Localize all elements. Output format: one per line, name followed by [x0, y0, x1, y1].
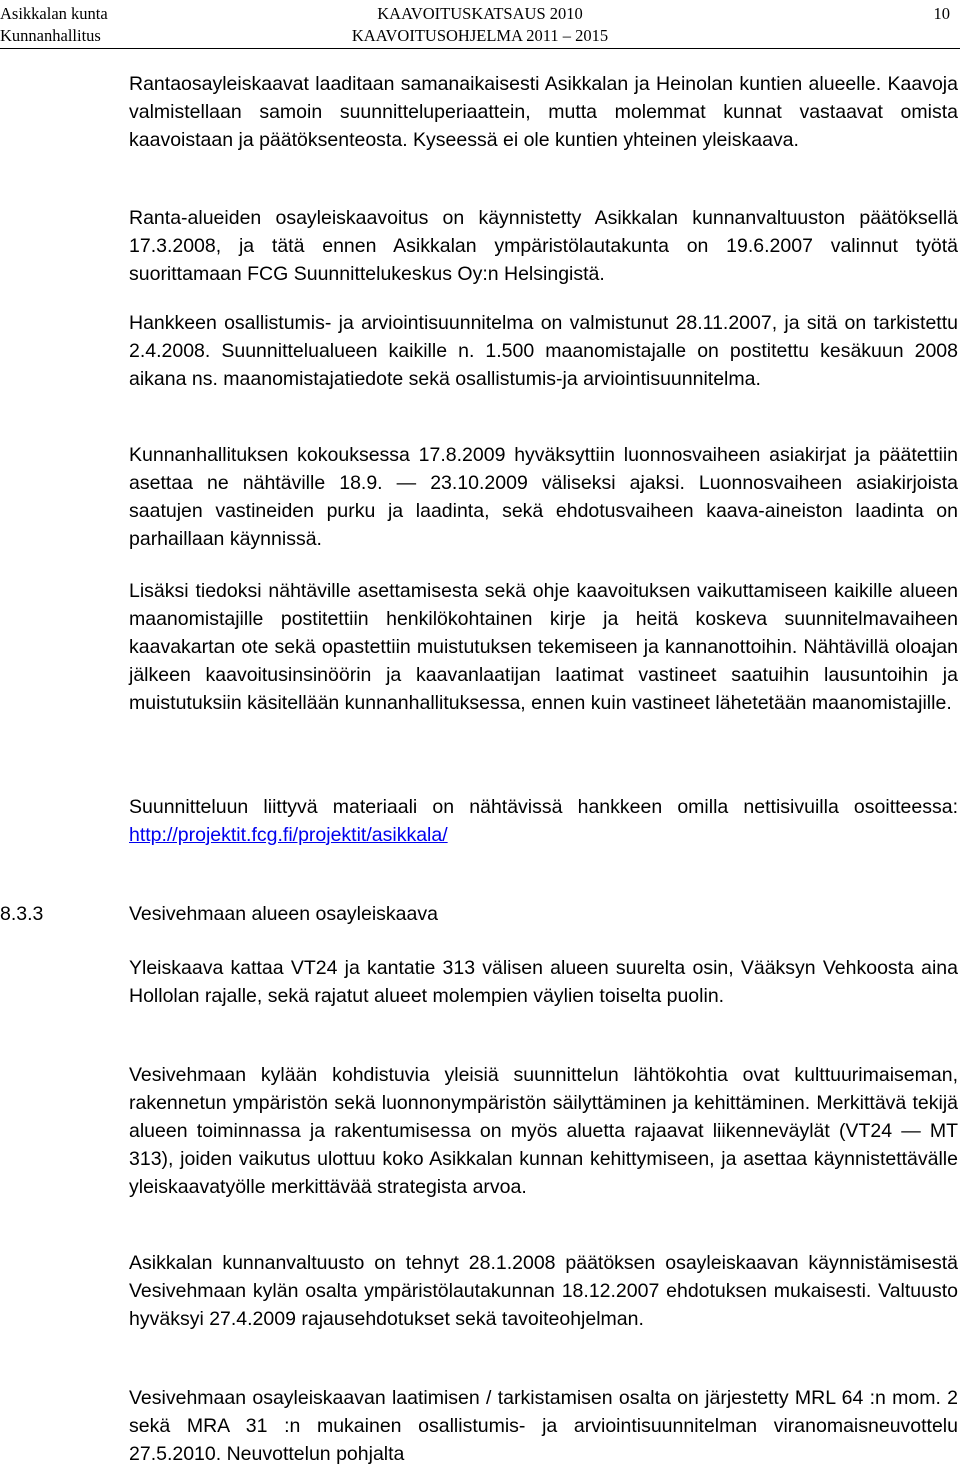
page-header: [0, 0, 960, 50]
header-board: Kunnanhallitus: [0, 26, 101, 45]
header-document-title: [300, 3, 660, 47]
paragraph-ranta-alueiden: Ranta-alueiden osayleiskaavoitus on käynnistetty Asikkalan kunnanvaltuuston päätöksellä 17.3.2008, ja tätä ennen Asikkalan ympäristölautakunta on 19.6.2007 valinnut työtä suorittamaan FCG Suunnittelukeskus Oy:n Helsingistä.: [129, 207, 958, 285]
paragraph-viranomaisneuvottelu: Vesivehmaan osayleiskaavan laatimisen / tarkistamisen osalta on järjestetty MRL 64 :n mom. 2 sekä MRA 31 :n mukainen osallistumis- ja arviointisuunnitelman viranomaisneuvottelu 27.5.2010. Neuvottelun pohjalta: [129, 1387, 958, 1465]
page-number: 10: [933, 4, 950, 23]
paragraph-yleiskaava-kattaa: Yleiskaava kattaa VT24 ja kantatie 313 välisen alueen suurelta osin, Vääksyn Vehkoosta aina Hollolan rajalle, sekä rajatut alueet molempien väylien toiselta puolin.: [129, 957, 958, 1007]
header-divider: [0, 48, 960, 49]
paragraph-lisaksi-tiedoksi: Lisäksi tiedoksi nähtäville asettamisesta sekä ohje kaavoituksen vaikuttamiseen kaikille alueen maanomistajille postitettiin henkilökohtainen kirje ja heitä koskeva suunnitelmavaiheen kaavakartan ote sekä opastettiin muistutuksen tekemiseen ja kannanottoihin. Nähtävillä oloajan jälkeen kaavoitusinsinöörin ja kaavanlaatijan laatimat vastineet saatuihin lausuntoihin ja muistutuksiin käsitellään kunnanhallituksessa, ennen kuin vastineet lähetetään maanomistajille.: [129, 580, 958, 714]
section-title: Vesivehmaan alueen osayleiskaava: [129, 903, 438, 925]
paragraph-rantaosayleiskaavat: Rantaosayleiskaavat laaditaan samanaikaisesti Asikkalan ja Heinolan kuntien alueelle. Kaavoja valmistellaan samoin suunnitteluperiaattein, mutta molemmat kunnat vastaavat omista kaavoistaan ja päätöksenteosta. Kyseessä ei ole kuntien yhteinen yleiskaava.: [129, 73, 958, 151]
paragraph-materiaali: [129, 793, 958, 849]
materiaali-text: Suunnitteluun liittyvä materiaali on nähtävissä hankkeen omilla nettisivuilla osoitteessa:: [129, 796, 958, 818]
paragraph-vesivehmaan-kylaan: Vesivehmaan kylään kohdistuvia yleisiä suunnittelun lähtökohtia ovat kulttuurimaiseman, rakennetun ympäristön sekä luonnonympäristön säilyttäminen ja kehittäminen. Merkittävä tekijä alueen toiminnassa ja rakentumisessa on myös aluetta rajaavat liikenneväylät (VT24 — MT 313), joiden vaikutus ulottuu koko Asikkalan kunnan kehittymiseen, ja asettaa käynnistettävälle yleiskaavatyölle merkittävää strategista arvoa.: [129, 1064, 958, 1198]
header-municipality: Asikkalan kunta: [0, 4, 108, 23]
header-title-line1: KAAVOITUSKATSAUS 2010: [377, 4, 583, 23]
paragraph-kunnanvaltuusto-paatos: Asikkalan kunnanvaltuusto on tehnyt 28.1.2008 päätöksen osayleiskaavan käynnistämisestä Vesivehmaan kylän osalta ympäristölautakunnan 18.12.2007 ehdotuksen mukaisesti. Valtuusto hyväksyi 27.4.2009 rajausehdotukset sekä tavoiteohjelman.: [129, 1252, 958, 1330]
header-organization: [0, 3, 108, 47]
paragraph-kunnanhallitus-kokous: Kunnanhallituksen kokouksessa 17.8.2009 hyväksyttiin luonnosvaiheen asiakirjat ja päätettiin asettaa ne nähtäville 18.9. — 23.10.2009 väliseksi ajaksi. Luonnosvaiheen asiakirjoista saatujen vastineiden purku ja laadinta, sekä ehdotusvaiheen kaava-aineiston laadinta on parhaillaan käynnissä.: [129, 444, 958, 550]
project-website-link[interactable]: http://projektit.fcg.fi/projektit/asikkala/: [129, 824, 448, 846]
paragraph-osallistumissuunnitelma: Hankkeen osallistumis- ja arviointisuunnitelma on valmistunut 28.11.2007, ja sitä on tarkistettu 2.4.2008. Suunnittelualueen kaikille n. 1.500 maanomistajalle on postitettu kesäkuun 2008 aikana ns. maanomistajatiedote sekä osallistumis-ja arviointisuunnitelma.: [129, 312, 958, 390]
section-number: 8.3.3: [0, 903, 44, 925]
header-title-line2: KAAVOITUSOHJELMA 2011 – 2015: [351, 26, 609, 45]
